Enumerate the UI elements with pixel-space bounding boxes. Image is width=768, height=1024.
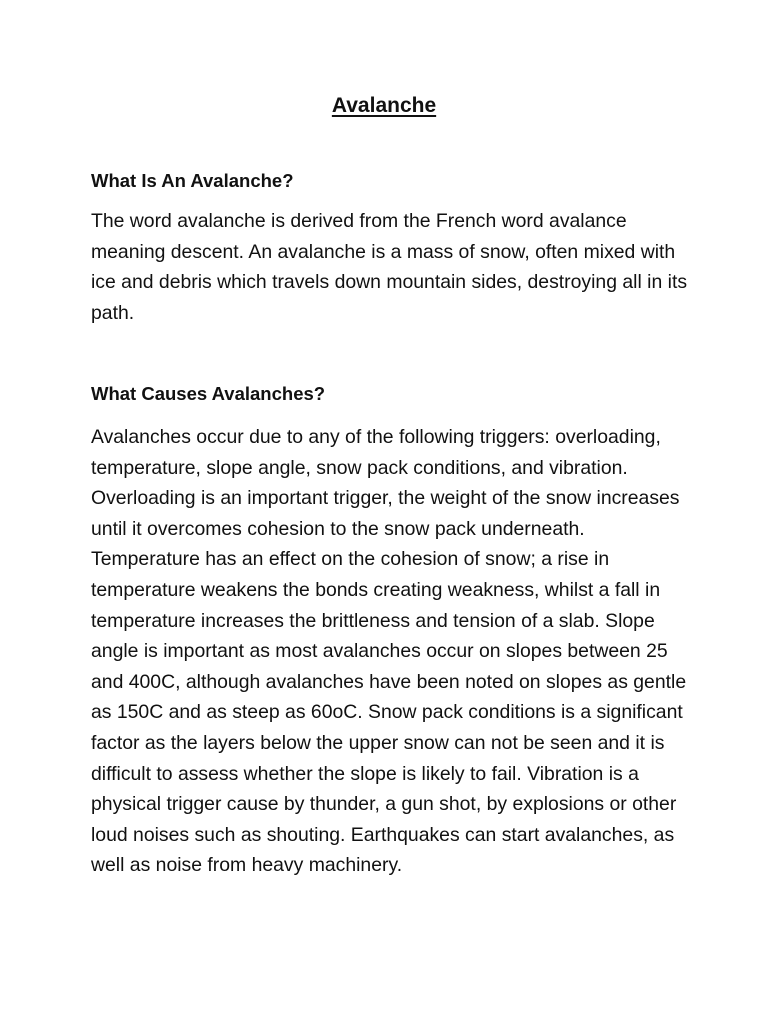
section-heading-causes: What Causes Avalanches? [91,383,326,404]
section-body-what-is: The word avalanche is derived from the French word avalance meaning descent. An avalanche is a mass of snow, often mixed with ice and debris which travels down mountain sides, destroying all in its path. [91,210,688,324]
section-body-causes: Avalanches occur due to any of the following triggers: overloading, temperature, slope angle, snow pack conditions, and vibration. Overloading is an important trigger, the weight of the snow increases until it overcomes cohesion to the snow pack underneath. Temperature has an effect on the cohesion of snow; a rise in temperature weakens the bonds creating weakness, whilst a fall in temperature increases the brittleness and tension of a slab. Slope angle is important as most avalanches occur on slopes between 25 and 400C, although avalanches have been noted on slopes as gentle as 150C and as steep as 60oC. Snow pack conditions is a significant factor as the layers below the upper snow can not be seen and it is difficult to assess whether the slope is likely to fail. Vibration is a physical trigger cause by thunder, a gun shot, by explosions or other loud noises such as shouting. Earthquakes can start avalanches, as well as noise from heavy machinery. [91,426,687,877]
document-title: Avalanche [331,94,437,117]
section-heading-what-is: What Is An Avalanche? [91,170,294,191]
